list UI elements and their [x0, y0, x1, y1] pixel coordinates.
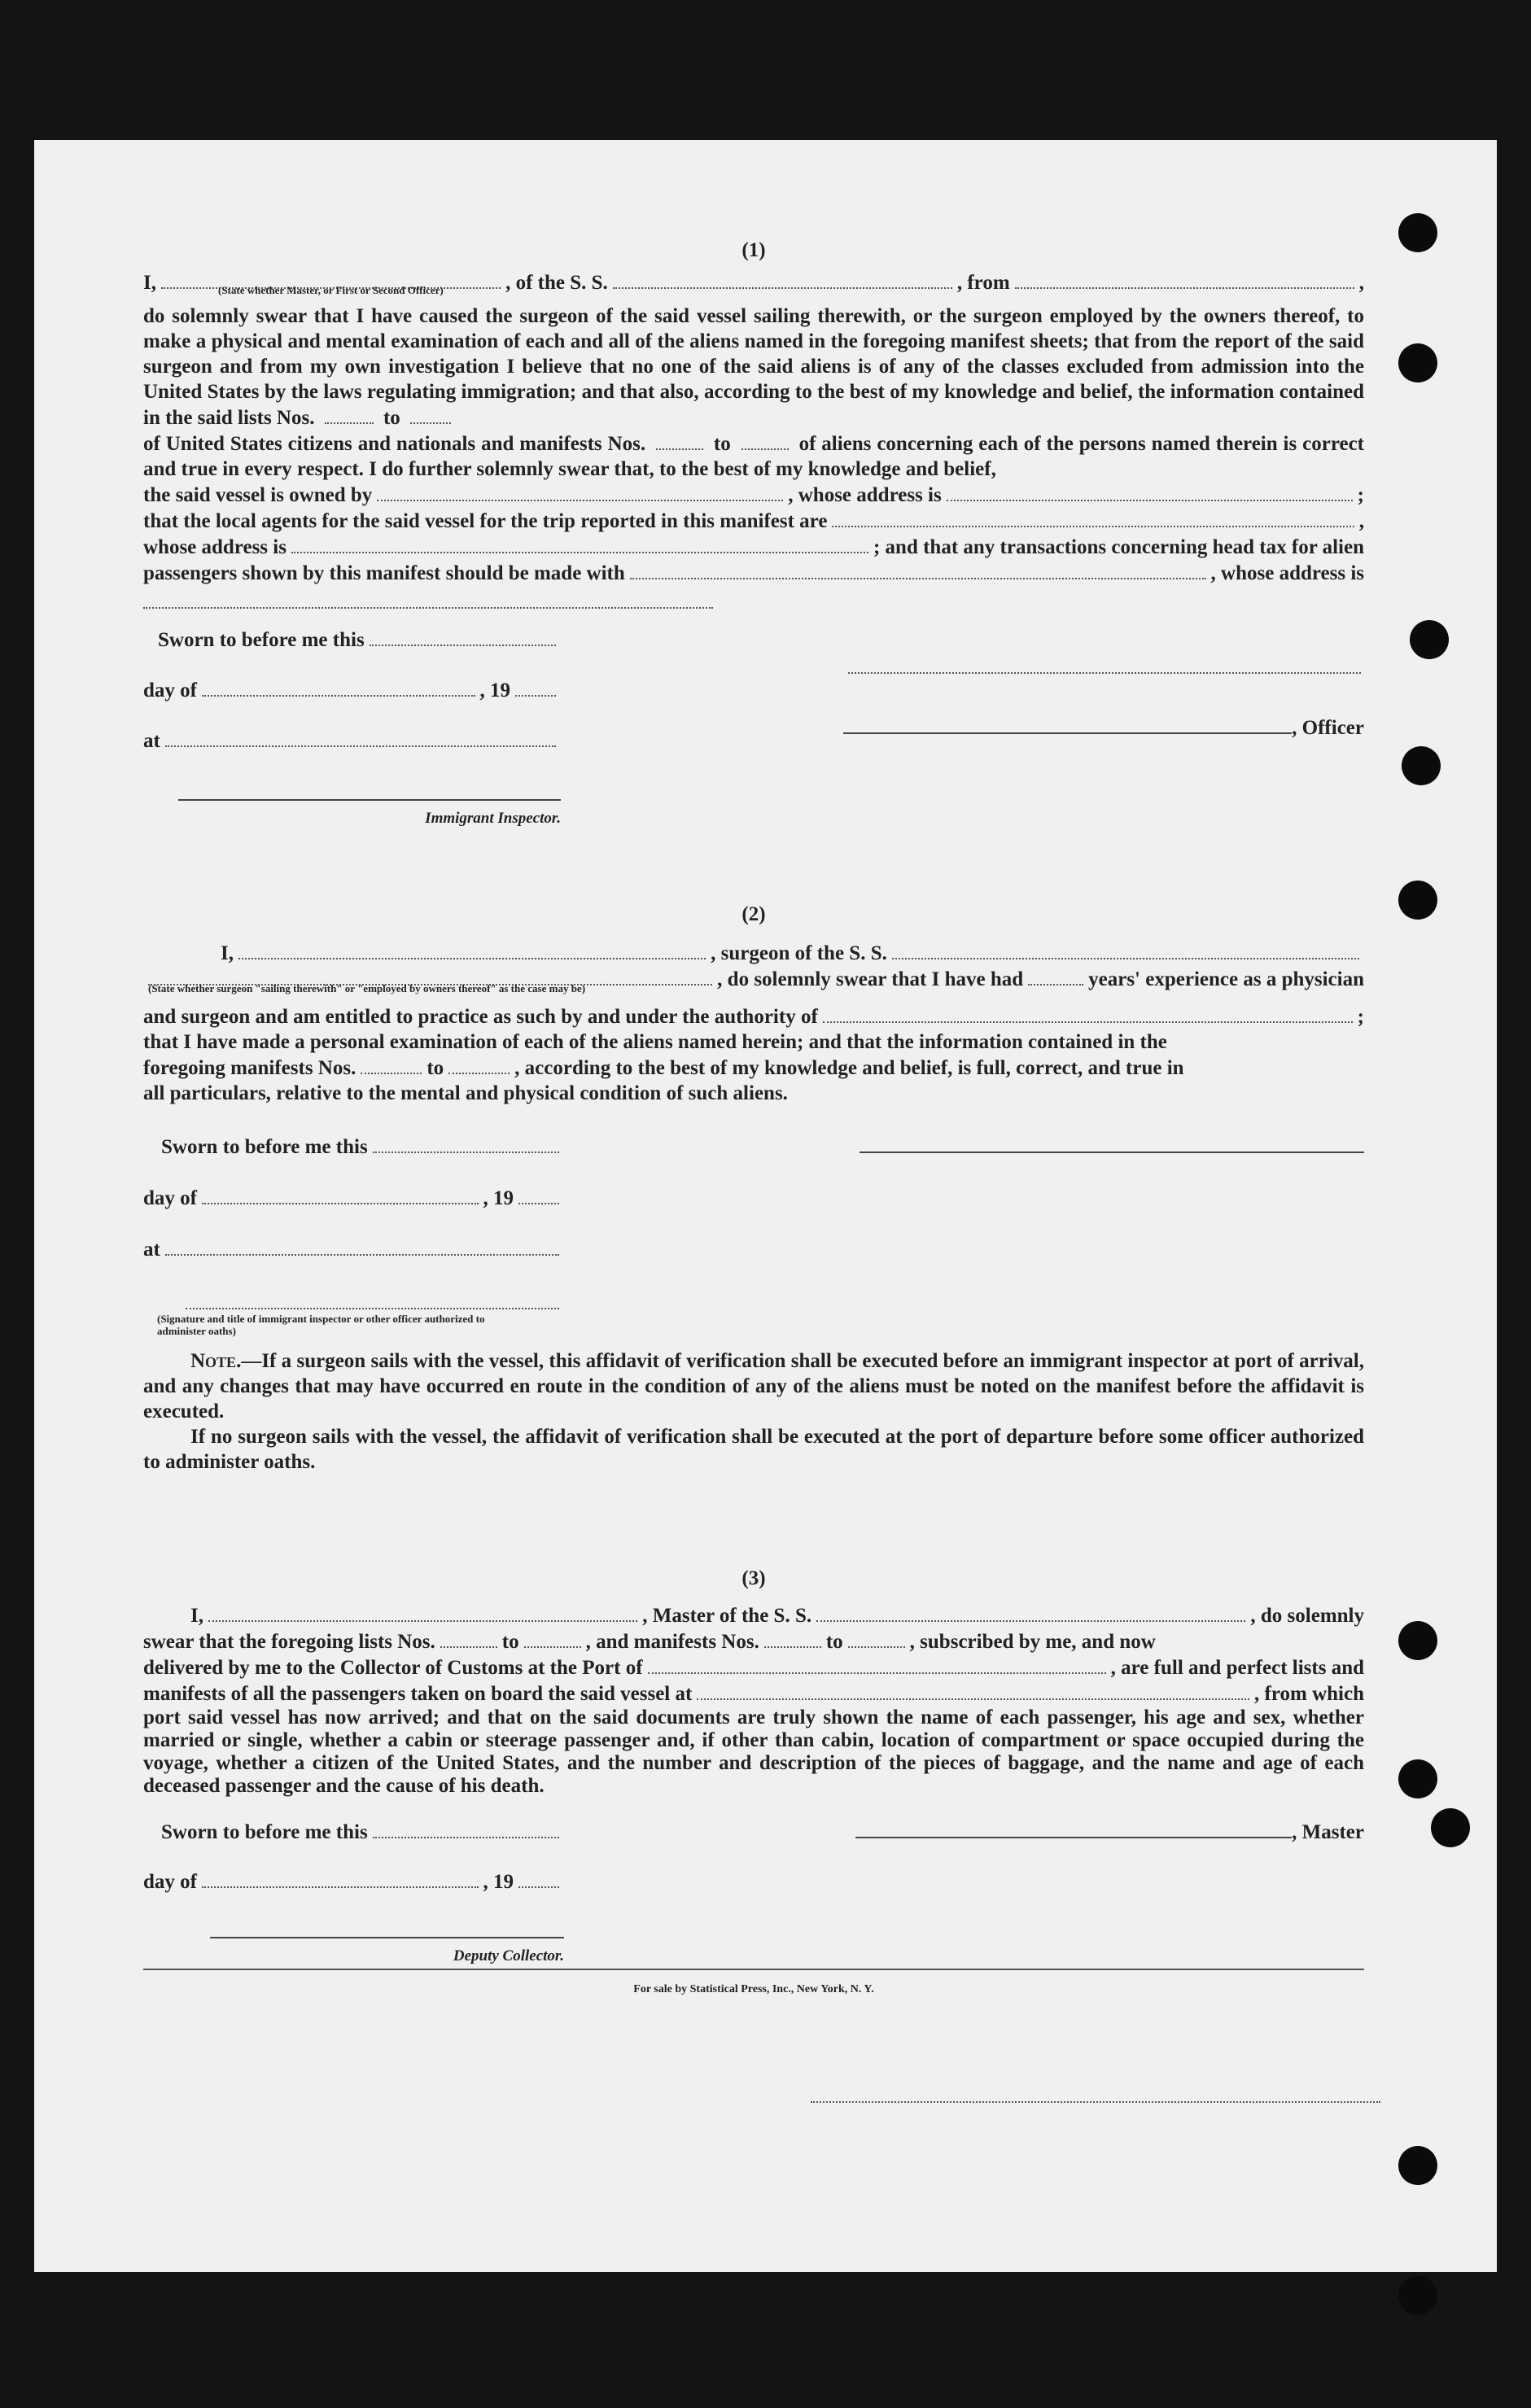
s1-at-label: at [143, 730, 160, 752]
s1-inspector-label: Immigrant Inspector. [425, 810, 561, 827]
authority-field[interactable] [823, 1003, 1353, 1023]
s1-address-line-blank [143, 589, 1364, 609]
s2-i-label: I, [221, 942, 234, 964]
s1-i-label: I, [143, 272, 156, 294]
punch-hole [1398, 1621, 1437, 1660]
s2-at-label: at [143, 1239, 160, 1261]
s3-lists-label: swear that the foregoing lists Nos. [143, 1631, 435, 1653]
s1-para2b-text: of aliens concerning each of the persons named therein is correct and true in every respect. I do further solemnly swear that, to the best of my knowledge and belief, [143, 433, 1364, 480]
surgeon-name-field[interactable] [238, 940, 706, 959]
lists-to-field[interactable] [410, 404, 451, 424]
s1-ss-label: , of the S. S. [505, 272, 608, 294]
punch-hole [1398, 1759, 1437, 1798]
punch-hole [1431, 1808, 1470, 1847]
owner-field[interactable] [377, 482, 783, 501]
s3-delivered-text: delivered by me to the Collector of Customs at the Port of [143, 1657, 643, 1679]
s2-place-field[interactable] [165, 1236, 559, 1256]
semicolon: ; [1357, 484, 1364, 506]
head-tax-address-field[interactable] [143, 589, 713, 609]
s2-manifests-from-field[interactable] [361, 1055, 422, 1074]
s1-at-line [143, 728, 561, 754]
footer-rule [143, 1969, 1364, 1970]
s3-solemnly-text: , do solemnly [1250, 1605, 1365, 1627]
s1-owned-label: the said vessel is owned by [143, 484, 373, 506]
s2-year-field[interactable] [518, 1185, 559, 1204]
s2-ss-label: , surgeon of the S. S. [711, 942, 887, 964]
s1-day-line [143, 677, 561, 703]
s1-jurat [143, 627, 561, 831]
punch-hole [1398, 881, 1437, 920]
s3-signature-block [143, 1819, 1364, 1964]
s1-year-label: , 19 [479, 680, 510, 701]
s2-dayof-label: day of [143, 1187, 197, 1209]
s1-officer-line [843, 715, 1364, 741]
s2-day-month-field[interactable] [202, 1185, 479, 1204]
s3-manifests-label: , and manifests Nos. [585, 1631, 759, 1653]
punch-hole [1398, 343, 1437, 382]
punch-hole [1398, 2276, 1437, 2315]
s3-sworn-line [161, 1819, 564, 1845]
s1-year-field[interactable] [515, 677, 556, 697]
s2-signature-note: (Signature and title of immigrant inspector or other officer authorized to administer oaths) [157, 1313, 485, 1337]
section-2-number: (2) [741, 903, 766, 925]
punch-hole [1402, 746, 1441, 785]
agents-address-field[interactable] [291, 534, 868, 553]
s1-sworn-date-field[interactable] [370, 627, 556, 646]
comma: , [1358, 272, 1364, 294]
vessel-name-field[interactable] [613, 269, 952, 289]
head-tax-party-field[interactable] [630, 560, 1206, 579]
s2-surgeon-signature-line[interactable] [860, 1134, 1364, 1153]
s3-to-label: to [501, 1631, 519, 1653]
s3-master-name-field[interactable] [208, 1602, 637, 1622]
s2-swear-text: , do solemnly swear that I have had [717, 968, 1024, 990]
comma: , [1358, 510, 1364, 532]
years-experience-field[interactable] [1028, 966, 1083, 985]
s2-line-6: all particulars, relative to the mental and physical condition of such aliens. [143, 1082, 788, 1104]
s1-to-label-2: to [713, 433, 731, 455]
s2-line-4: that I have made a personal examination of each of the aliens named herein; and that the information contained in the [143, 1031, 1167, 1053]
s1-from-label: , from [956, 272, 1010, 294]
s3-master-signature-line[interactable] [855, 1819, 1292, 1838]
s2-authority-text: and surgeon and am entitled to practice as such by and under the authority of [143, 1006, 818, 1028]
s3-sworn-label: Sworn to before me this [161, 1821, 368, 1843]
s3-lists-from-field[interactable] [440, 1628, 497, 1648]
s2-at-line [143, 1236, 564, 1262]
bottom-faint-line [811, 2083, 1380, 2103]
owner-address-field[interactable] [947, 482, 1353, 501]
s3-line-1 [143, 1602, 1364, 1628]
s3-master-label: , Master of the S. S. [642, 1605, 812, 1627]
s3-boarding-port-field[interactable] [697, 1680, 1249, 1700]
s1-paragraph-1 [143, 304, 1364, 430]
s1-owned-by-line [143, 482, 1364, 508]
surgeon-capacity-field[interactable] [148, 966, 712, 994]
s3-jurat [143, 1819, 564, 1969]
manifests-from-field[interactable] [656, 430, 703, 450]
s3-line-4 [143, 1680, 1364, 1707]
s2-to-label: to [426, 1057, 444, 1079]
footer-imprint: For sale by Statistical Press, Inc., New York, N. Y. [633, 1983, 874, 1995]
lists-from-field[interactable] [325, 404, 374, 424]
note-label: Note. [190, 1350, 242, 1372]
s2-note [143, 1348, 1364, 1424]
document-sheet [34, 140, 1497, 2272]
s2-line-2 [143, 966, 1364, 992]
s3-sworn-date-field[interactable] [373, 1819, 559, 1838]
s3-manifests-from-field[interactable] [764, 1628, 821, 1648]
s2-sworn-label: Sworn to before me this [161, 1136, 368, 1158]
s1-day-month-field[interactable] [202, 677, 475, 697]
s3-day-line [143, 1868, 564, 1894]
s2-line-5 [143, 1055, 1364, 1081]
s3-deputy-label: Deputy Collector. [453, 1947, 564, 1964]
s1-passengers-text: passengers shown by this manifest should be made with [143, 562, 625, 584]
s1-place-field[interactable] [165, 728, 556, 747]
s3-vessel-field[interactable] [816, 1602, 1245, 1622]
s1-address-label: , whose address is [788, 484, 942, 506]
s3-perfect-text: , are full and perfect lists and [1110, 1657, 1364, 1679]
s2-year-label: , 19 [483, 1187, 514, 1209]
s2-manifests-label: foregoing manifests Nos. [143, 1057, 357, 1079]
section-1-number: (1) [741, 239, 766, 261]
form-content [143, 238, 1364, 2103]
s2-according-text: , according to the best of my knowledge and belief, is full, correct, and true in [514, 1057, 1184, 1079]
s3-year-label: , 19 [483, 1871, 514, 1893]
s1-officer-signature-line[interactable] [843, 715, 1292, 734]
from-port-field[interactable] [1015, 269, 1354, 289]
s3-i-label: I, [190, 1605, 203, 1627]
s3-port-field[interactable] [648, 1654, 1106, 1674]
s3-dayof-label: day of [143, 1871, 197, 1893]
note-text-1: —If a surgeon sails with the vessel, this affidavit of verification shall be executed before an immigrant inspector at port of arrival, and any changes that may have occurred en route in the condition of any of the aliens must be noted on the manifest before the affidavit is executed. [143, 1350, 1364, 1423]
s1-para2a-text: of United States citizens and nationals and manifests Nos. [143, 433, 646, 455]
master-name-field[interactable] [161, 269, 501, 296]
s2-inspector-signature-line[interactable] [186, 1290, 559, 1309]
s1-agents-label: that the local agents for the said vessel for the trip reported in this manifest are [143, 510, 828, 532]
s3-manifests-to-field[interactable] [848, 1628, 905, 1648]
agents-field[interactable] [832, 508, 1354, 527]
semicolon: ; [1357, 1006, 1364, 1028]
s1-agents-line [143, 508, 1364, 534]
s3-from-which-text: , from which [1254, 1683, 1364, 1705]
s2-line-3 [143, 1003, 1364, 1029]
s3-manifests-text: manifests of all the passengers taken on board the said vessel at [143, 1683, 693, 1705]
s3-master-sig-label: , Master [1292, 1821, 1364, 1843]
s3-year-field[interactable] [518, 1868, 559, 1888]
s1-sworn-label: Sworn to before me this [158, 629, 365, 651]
s3-line-3 [143, 1654, 1364, 1680]
s1-to-label: to [383, 407, 400, 429]
punch-hole [1398, 2146, 1437, 2185]
s1-para1-text: do solemnly swear that I have caused the surgeon of the said vessel sailing therewith, or the surgeon employed by the owners thereof, to make a physical and mental examination of each and all of the aliens named in the foregoing manifest sheets; that from the report of the said surgeon and from my own investigation I believe that no one of the said aliens is of any of the classes excluded from admission into the United States by the laws regulating immigration; and that also, according to the best of my knowledge and belief, the information contained in the said lists Nos. [143, 305, 1364, 429]
s1-line-1 [143, 269, 1364, 295]
manifests-to-field[interactable] [741, 430, 789, 450]
s2-capacity-note: (State whether surgeon "sailing therewith" or "employed by owners thereof" as the case may be) [148, 982, 586, 994]
s1-inspector-signature-line[interactable] [178, 781, 561, 801]
s2-years-text: years' experience as a physician [1088, 968, 1364, 990]
s1-address-label-2: whose address is [143, 536, 287, 558]
s1-officer-label: , Officer [1292, 717, 1364, 739]
s1-passengers-line [143, 560, 1364, 586]
s1-agents-address-line [143, 534, 1364, 560]
s1-paragraph-2 [143, 430, 1364, 482]
s3-master-line [855, 1819, 1364, 1845]
s3-subscribed-text: , subscribed by me, and now [909, 1631, 1156, 1653]
s3-to-label-2: to [825, 1631, 843, 1653]
s1-title-note: (State whether Master, or First or Second Officer) [217, 284, 444, 296]
s1-signature-block [143, 627, 1364, 830]
punch-hole [1410, 620, 1449, 659]
s3-day-month-field[interactable] [202, 1868, 479, 1888]
s2-surgeon-signature [860, 1134, 1364, 1153]
s3-master-signature [855, 1819, 1364, 1845]
s3-deputy-signature-line[interactable] [210, 1919, 564, 1938]
s2-line-1 [143, 940, 1364, 966]
s2-vessel-field[interactable] [892, 940, 1359, 959]
s1-sworn-line [158, 627, 561, 653]
s2-jurat [143, 1134, 564, 1337]
s3-line-2 [143, 1628, 1364, 1654]
note-text-2: If no surgeon sails with the vessel, the affidavit of verification shall be executed at the port of departure before some officer authorized to administer oaths. [143, 1426, 1364, 1473]
punch-hole [1398, 213, 1437, 252]
s2-sworn-line [161, 1134, 564, 1160]
section-3-number: (3) [741, 1567, 766, 1589]
s1-address-label-3: , whose address is [1210, 562, 1364, 584]
s2-manifests-to-field[interactable] [448, 1055, 510, 1074]
s1-officer-top-line[interactable] [848, 654, 1361, 674]
s2-sworn-date-field[interactable] [373, 1134, 559, 1153]
s3-lists-to-field[interactable] [524, 1628, 581, 1648]
s2-signature-block [143, 1134, 1364, 1337]
s1-dayof-label: day of [143, 680, 197, 701]
s3-paragraph: port said vessel has now arrived; and that on the said documents are truly shown the name of each passenger, his age and sex, whether married or single, whether a cabin or steerage passenger and, if other than cabin, location of compartment or space occupied during the voyage, whether a citizen of the United States, and the number and description of the pieces of baggage, and the name and age of each deceased passenger and the cause of his death. [143, 1707, 1364, 1797]
s1-officer-signature [843, 627, 1364, 741]
s1-headtax-text: ; and that any transactions concerning head tax for alien [873, 536, 1364, 558]
s2-day-line [143, 1185, 564, 1211]
